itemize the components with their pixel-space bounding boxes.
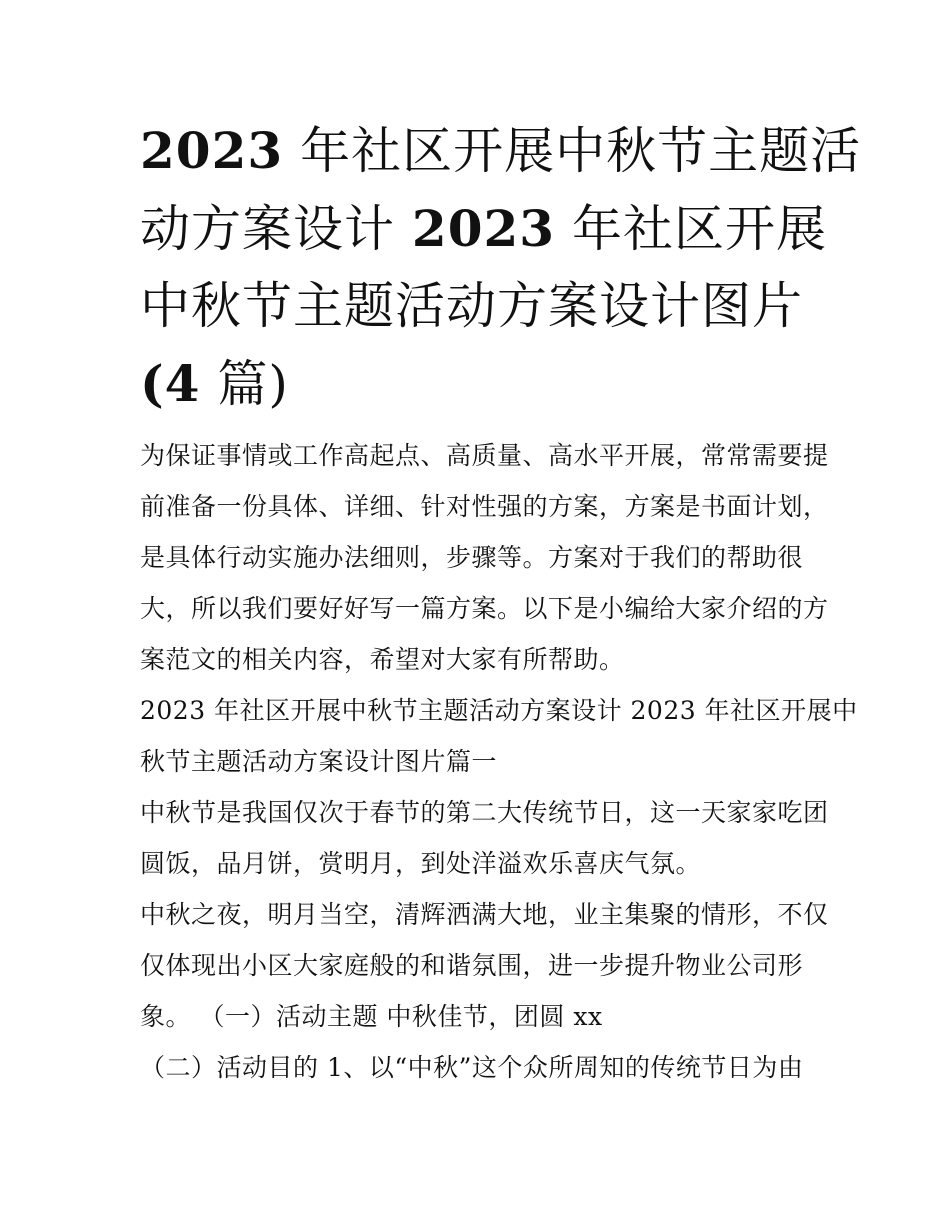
paragraph-line: （二）活动目的 1、以“中秋”这个众所周知的传统节日为由 <box>140 1053 804 1082</box>
paragraph-line: 是具体行动实施办法细则，步骤等。方案对于我们的帮助很 <box>140 543 804 572</box>
title-line-2 <box>140 190 827 268</box>
title-text: 年社区开展 <box>555 200 827 258</box>
paragraph-line: 中秋节是我国仅次于春节的第二大传统节日，这一天家家吃团 <box>140 798 829 827</box>
paragraph-line: 仅体现出小区大家庭般的和谐氛围，进一步提升物业公司形 <box>140 951 804 980</box>
body-text <box>140 430 858 1093</box>
title-text: 中秋节主题活动方案设计图片 <box>140 277 803 335</box>
paragraph-line: 中秋之夜，明月当空，清辉洒满大地，业主集聚的情形，不仅 <box>140 900 829 929</box>
paragraph-line: 圆饭，品月饼，赏明月，到处洋溢欢乐喜庆气氛。 <box>140 849 702 878</box>
title-count: (4 <box>140 354 201 413</box>
section-heading-line: 秋节主题活动方案设计图片篇一 <box>140 747 498 776</box>
title-line-1 <box>140 112 862 190</box>
paragraph-line: 象。 （一）活动主题 中秋佳节，团圆 xx <box>140 1002 603 1031</box>
section-heading-line: 2023 年社区开展中秋节主题活动方案设计 2023 年社区开展中 <box>140 696 858 725</box>
title-year: 2023 <box>140 121 284 180</box>
title-text: 篇) <box>200 355 289 413</box>
title-line-4 <box>140 345 820 423</box>
document-title <box>140 112 862 423</box>
title-text: 年社区开展中秋节主题活 <box>283 122 862 180</box>
title-line-3 <box>140 268 820 345</box>
title-year: 2023 <box>411 199 556 258</box>
paragraph-line: 案范文的相关内容，希望对大家有所帮助。 <box>140 645 625 674</box>
paragraph-line: 为保证事情或工作高起点、高质量、高水平开展，常常需要提 <box>140 441 829 470</box>
title-text: 动方案设计 <box>140 200 412 258</box>
paragraph-line: 大，所以我们要好好写一篇方案。以下是小编给大家介绍的方 <box>140 594 829 623</box>
paragraph-line: 前准备一份具体、详细、针对性强的方案，方案是书面计划， <box>140 492 829 521</box>
